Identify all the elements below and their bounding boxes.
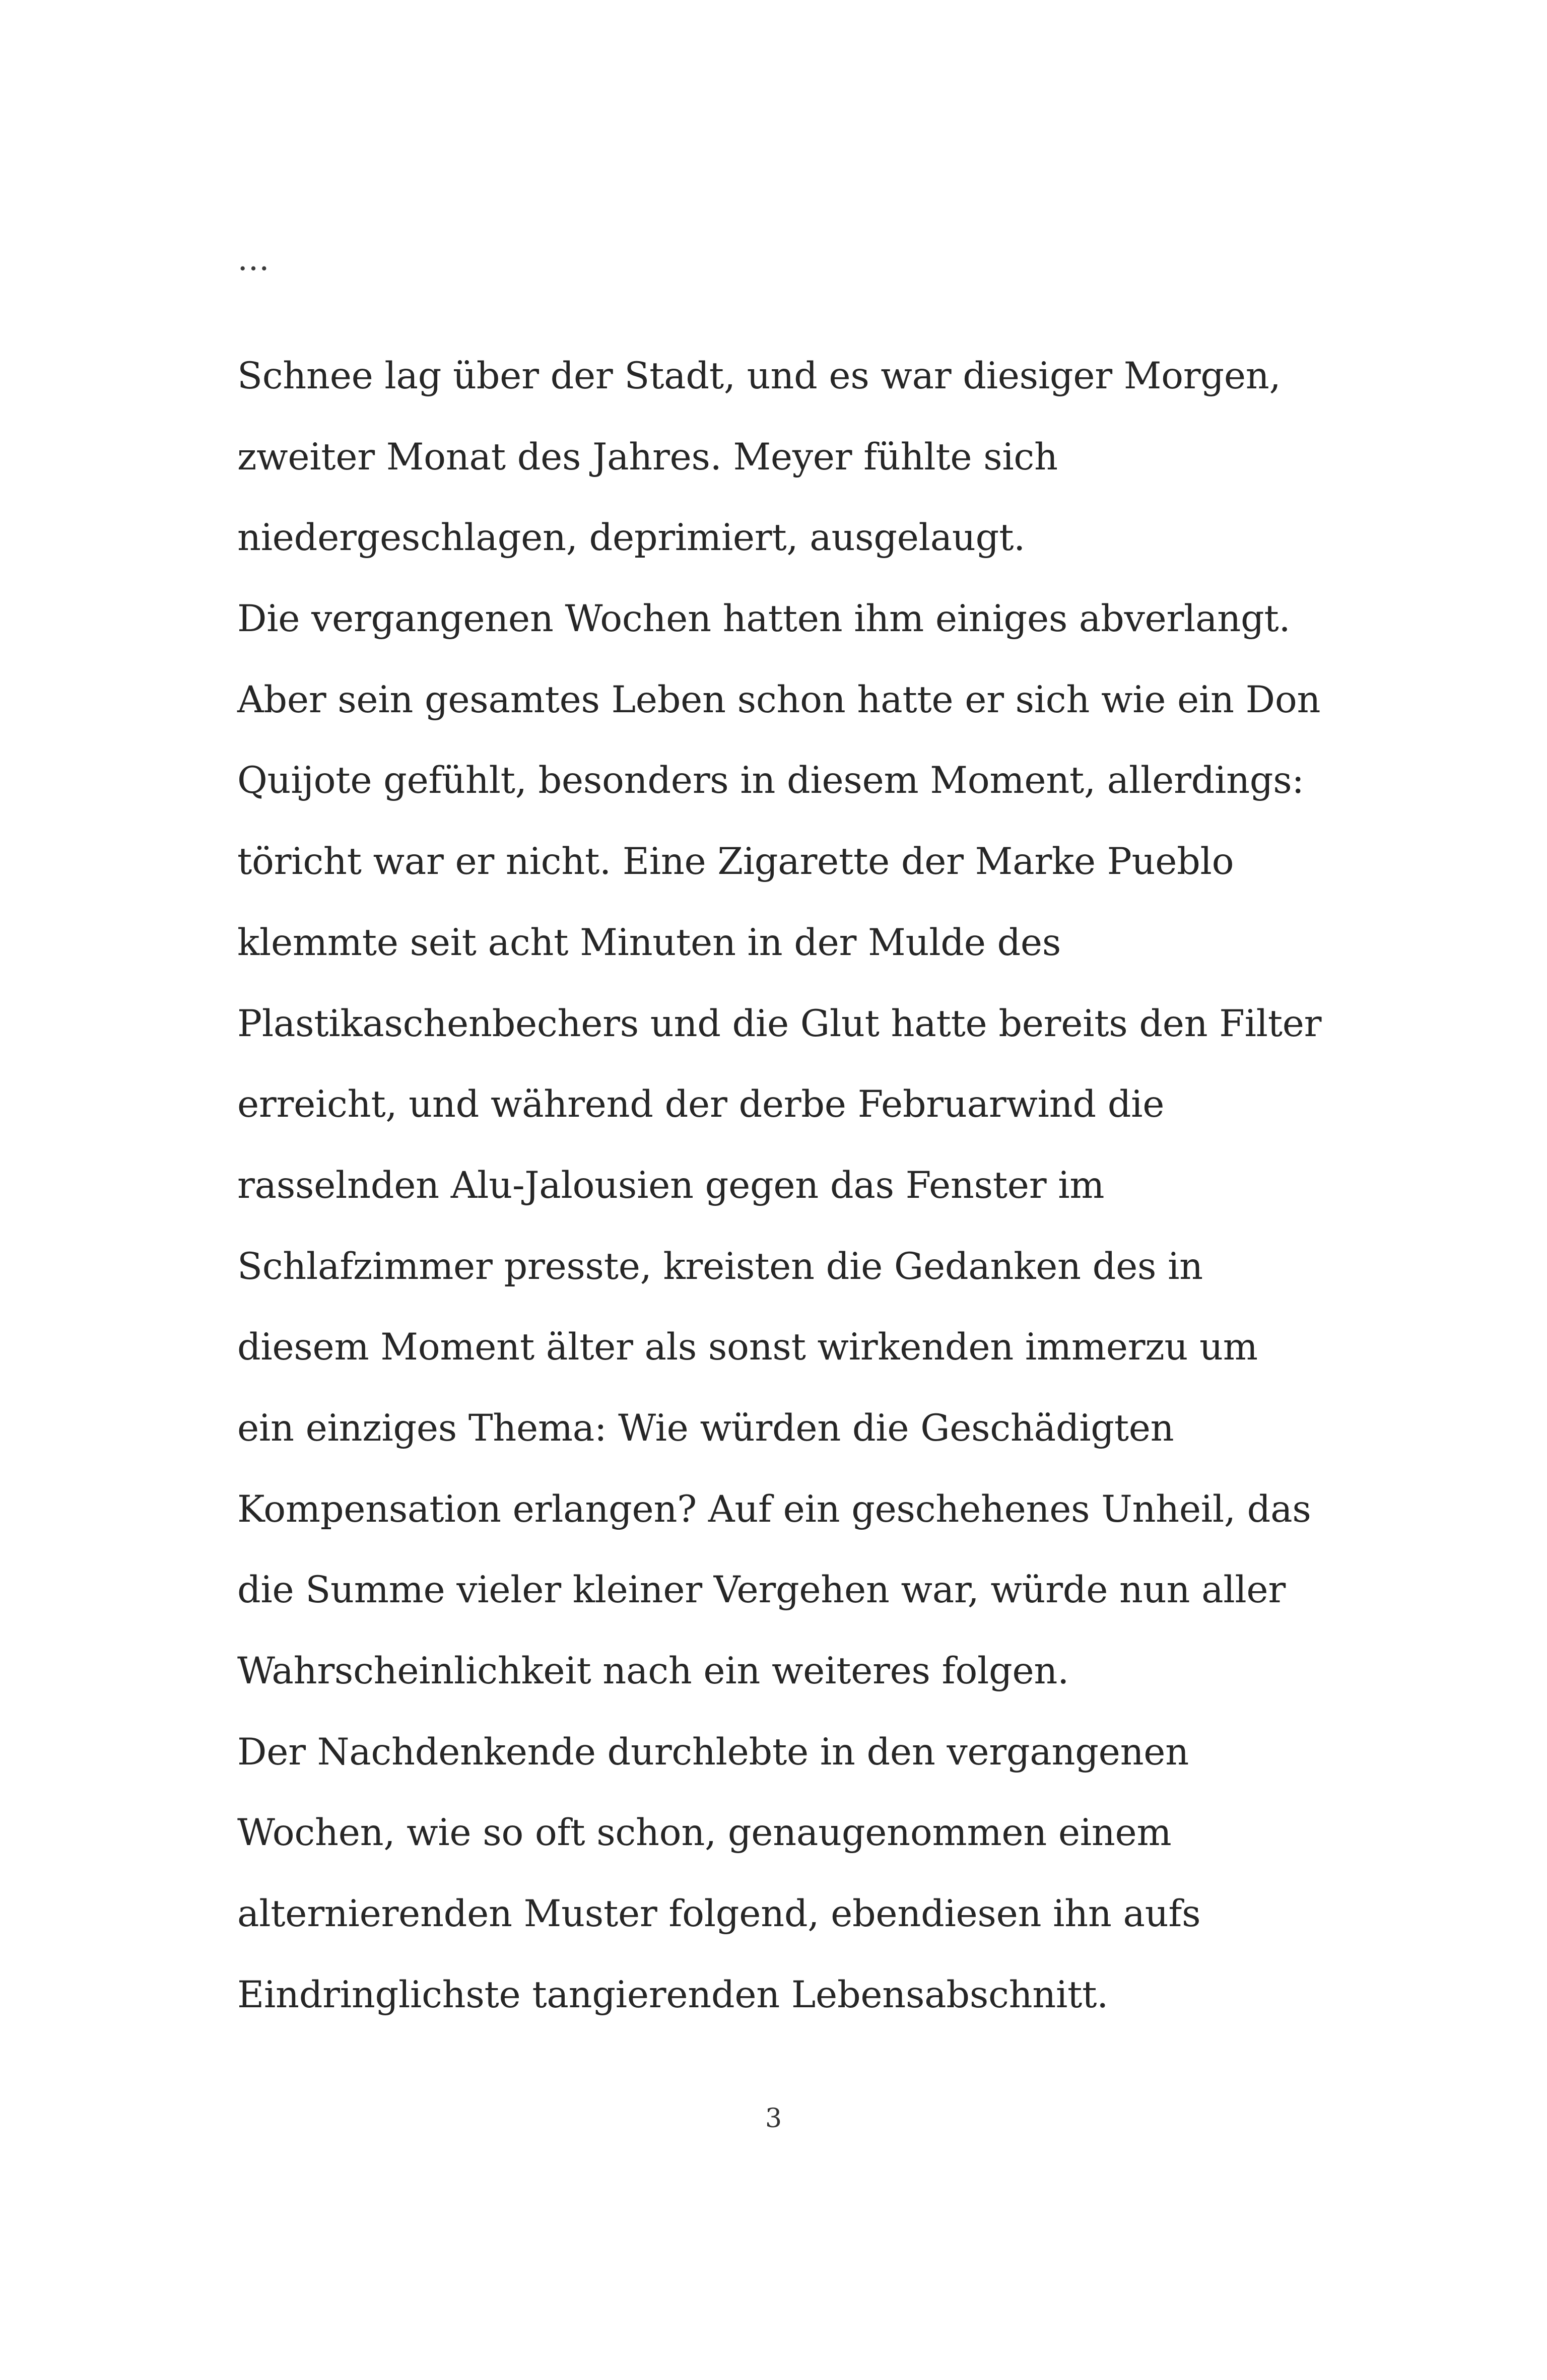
- text-line: diesem Moment älter als sonst wirkenden immerzu um: [237, 1326, 1258, 1369]
- text-line: Kompensation erlangen? Auf ein geschehenes Unheil, das: [237, 1487, 1311, 1531]
- text-line: die Summe vieler kleiner Vergehen war, würde nun aller: [237, 1569, 1286, 1612]
- text-line: Aber sein gesamtes Leben schon hatte er sich wie ein Don: [237, 678, 1321, 721]
- text-line: rasselnden Alu-Jalousien gegen das Fenster im: [237, 1164, 1105, 1207]
- text-line: ein einziges Thema: Wie würden die Geschädigten: [237, 1406, 1174, 1450]
- text-line: erreicht, und während der derbe Februarwind die: [237, 1083, 1165, 1126]
- text-line: klemmte seit acht Minuten in der Mulde des: [237, 921, 1061, 964]
- text-line: niedergeschlagen, deprimiert, ausgelaugt.: [237, 516, 1026, 560]
- text-line: Die vergangenen Wochen hatten ihm einiges abverlangt.: [237, 597, 1291, 641]
- text-line: zweiter Monat des Jahres. Meyer fühlte sich: [237, 435, 1058, 479]
- text-line: alternierenden Muster folgend, ebendiesen ihn aufs: [237, 1892, 1201, 1936]
- page-number: 3: [765, 2103, 782, 2134]
- text-line: Schlafzimmer presste, kreisten die Gedanken des in: [237, 1245, 1203, 1288]
- text-line: Quijote gefühlt, besonders in diesem Moment, allerdings:: [237, 759, 1304, 802]
- text-line: Der Nachdenkende durchlebte in den vergangenen: [237, 1730, 1189, 1774]
- text-line: Plastikaschenbechers und die Glut hatte bereits den Filter: [237, 1002, 1322, 1045]
- body-text: [237, 349, 1346, 2049]
- text-line: Wahrscheinlichkeit nach ein weiteres folgen.: [237, 1650, 1069, 1692]
- text-line: töricht war er nicht. Eine Zigarette der Marke Pueblo: [237, 840, 1234, 883]
- section-ellipsis: …: [237, 241, 273, 278]
- text-line: Eindringlichste tangierenden Lebensabschnitt.: [237, 1973, 1109, 2016]
- text-line: Schnee lag über der Stadt, und es war diesiger Morgen,: [237, 355, 1281, 397]
- text-line: Wochen, wie so oft schon, genaugenommen einem: [237, 1811, 1172, 1855]
